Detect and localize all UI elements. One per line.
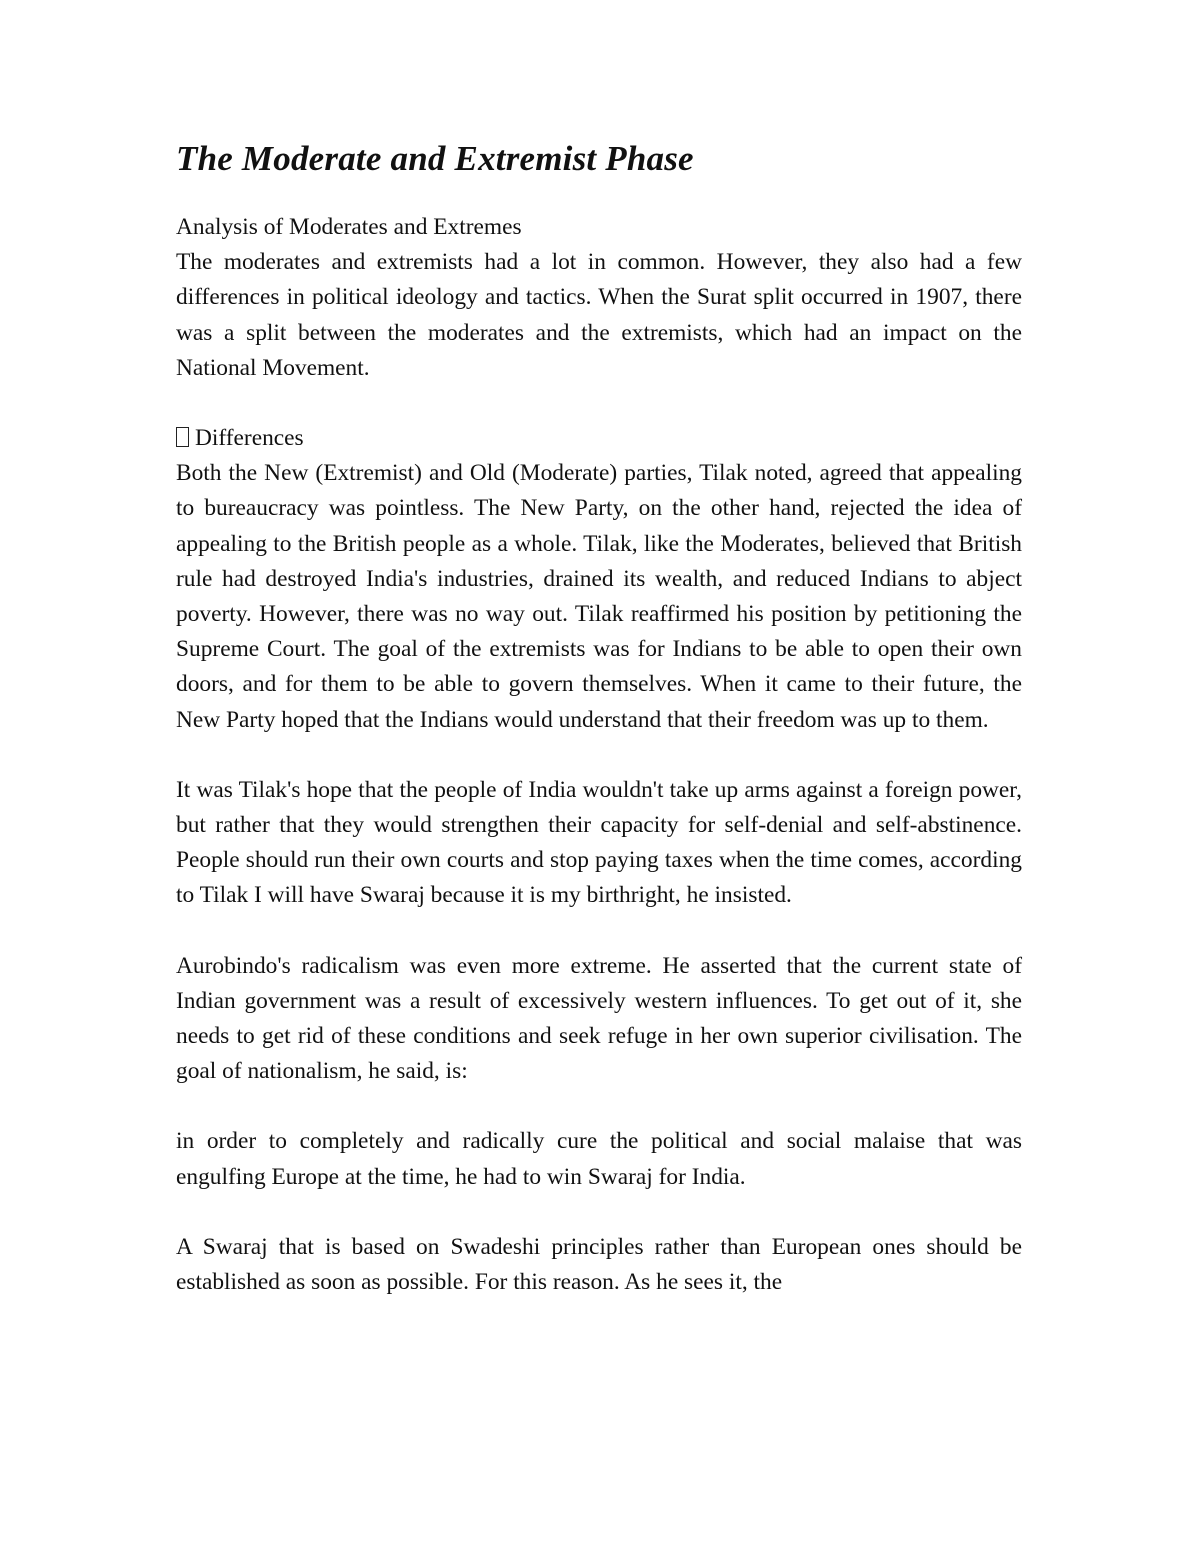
section-subhead: Analysis of Moderates and Extremes [176, 214, 522, 240]
section-subhead-row [176, 421, 1022, 456]
section-body: Both the New (Extremist) and Old (Moderate) parties, Tilak noted, agreed that appealing to bureaucracy was pointless. The New Party, on the other hand, rejected the idea of appealing to the British people as a whole. Tilak, like the Moderates, believed that British rule had destroyed India's industries, drained its wealth, and reduced Indians to abject poverty. However, there was no way out. Tilak reaffirmed his position by petitioning the Supreme Court. The goal of the extremists was for Indians to be able to open their own doors, and for them to be able to govern themselves. When it came to their future, the New Party hoped that the Indians would understand that their freedom was up to them. [176, 460, 1022, 733]
section-subhead: Differences [195, 425, 304, 452]
paragraph: It was Tilak's hope that the people of India wouldn't take up arms against a foreign power, but rather that they would strengthen their capacity for self-denial and self-abstinence. People should run their own courts and stop paying taxes when the time comes, according to Tilak I will have Swaraj because it is my birthright, he insisted. [176, 776, 1022, 909]
section-differences [176, 421, 1022, 738]
paragraph: A Swaraj that is based on Swadeshi principles rather than European ones should be established as soon as possible. For this reason. As he sees it, the [176, 1233, 1022, 1296]
document-title: The Moderate and Extremist Phase [176, 139, 694, 178]
section-body: The moderates and extremists had a lot in common. However, they also had a few differences in political ideology and tactics. When the Surat split occurred in 1907, there was a split between the moderates and the extremists, which had an impact on the National Movement. [176, 249, 1022, 381]
document-page [176, 138, 1022, 1335]
bullet-box-icon [176, 427, 189, 447]
paragraph: in order to completely and radically cure the political and social malaise that was engulfing Europe at the time, he had to win Swaraj for India. [176, 1128, 1022, 1190]
paragraph: Aurobindo's radicalism was even more extreme. He asserted that the current state of Indian government was a result of excessively western influences. To get out of it, she needs to get rid of these conditions and seek refuge in her own superior civilisation. The goal of nationalism, he said, is: [176, 952, 1022, 1085]
section-analysis [176, 210, 1022, 386]
